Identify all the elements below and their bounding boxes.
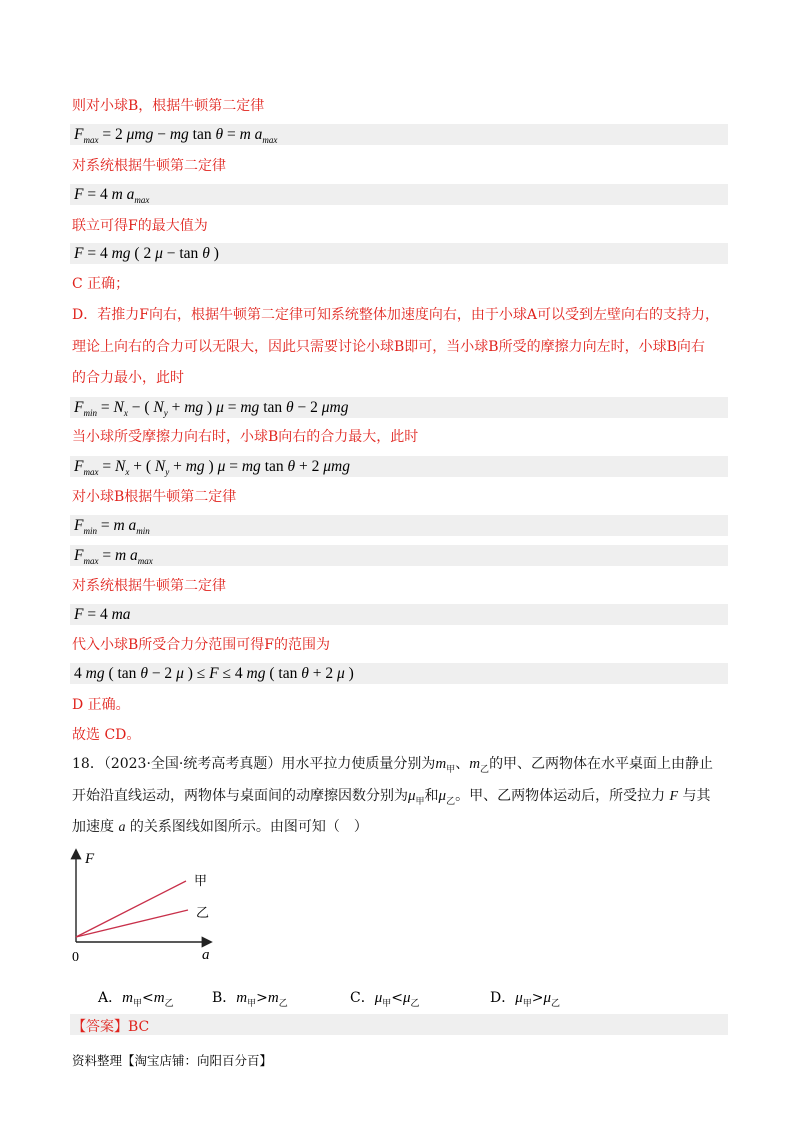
y-axis-label: F <box>85 851 95 867</box>
equation-6: $F_{min} = m$ $a_{min}$ <box>74 517 150 537</box>
footer-source: 资料整理【淘宝店铺：向阳百分百】 <box>72 1053 273 1068</box>
option-c[interactable]: C．$\mu_甲<\mu_乙$ <box>350 990 420 1009</box>
option-b[interactable]: B．$m_甲>m_乙$ <box>212 990 288 1009</box>
question-line: 加速度 a 的关系图线如图所示。由图可知（ ） <box>72 819 368 835</box>
equation-7: $F_{max} = m$ $a_{max}$ <box>74 547 153 567</box>
equation-3: F = 4 mg ( 2 μ − tan θ ) <box>74 245 219 262</box>
equation-2: F = 4 m $a_{max}$ <box>74 186 150 206</box>
line-label-yi: 乙 <box>196 906 210 921</box>
solution-line: 当小球所受摩擦力向右时，小球B向右的合力最大，此时 <box>72 429 419 445</box>
line-label-jia: 甲 <box>194 874 208 889</box>
equation-5: $F_{max} = N_x$ + ( $N_y$ + mg ) μ = mg tan θ + 2 μmg <box>74 458 350 478</box>
solution-line: 理论上向右的合力可以无限大，因此只需要讨论小球B即可，当小球B所受的摩擦力向左时，小球B向右 <box>72 339 705 355</box>
solution-line: 的合力最小，此时 <box>72 370 184 386</box>
solution-line: 故选 CD。 <box>72 727 141 743</box>
answer-text: 【答案】BC <box>72 1019 150 1035</box>
equation-band <box>70 545 728 566</box>
solution-line: 对系统根据牛顿第二定律 <box>72 578 226 594</box>
question-line: 开始沿直线运动，两物体与桌面间的动摩擦因数分别为$\mu_甲$和$\mu_乙$。甲、乙两物体运动后，所受拉力 F 与其 <box>72 788 711 807</box>
equation-9: 4 mg ( tan θ − 2 μ ) ≤ F ≤ 4 mg ( tan θ + 2 μ ) <box>74 665 354 682</box>
equation-band <box>70 515 728 536</box>
solution-line: C 正确； <box>72 276 130 292</box>
origin-label: 0 <box>72 950 79 965</box>
solution-line: D 正确。 <box>72 697 130 713</box>
solution-line: 联立可得F的最大值为 <box>72 218 208 234</box>
equation-band <box>70 604 728 625</box>
equation-band <box>70 184 728 205</box>
option-d[interactable]: D．$\mu_甲>\mu_乙$ <box>490 990 561 1009</box>
equation-8: F = 4 ma <box>74 606 131 623</box>
solution-line: 则对小球B，根据牛顿第二定律 <box>72 98 265 114</box>
graph-line-yi <box>76 910 188 937</box>
x-axis-label: a <box>202 947 210 963</box>
equation-4: $F_{min} = N_x$ − ( $N_y$ + mg ) μ = mg tan θ − 2 μmg <box>74 399 349 419</box>
solution-line: 对系统根据牛顿第二定律 <box>72 158 226 174</box>
solution-line: D．若推力F向右，根据牛顿第二定律可知系统整体加速度向右，由于小球A可以受到左壁向右的支持力， <box>72 307 720 323</box>
answer-band <box>70 1014 728 1035</box>
equation-1: $F_{max} = 2$ μmg − mg tan θ = m $a_{max}$ <box>74 126 278 146</box>
solution-line: 代入小球B所受合力分范围可得F的范围为 <box>72 637 331 653</box>
graph-line-jia <box>76 881 186 937</box>
force-acceleration-graph <box>60 845 230 965</box>
question-line: 18．（2023·全国·统考高考真题）用水平拉力使质量分别为$m_甲$、$m_乙$的甲、乙两物体在水平桌面上由静止 <box>72 756 714 775</box>
option-a[interactable]: A．$m_甲<m_乙$ <box>98 990 174 1009</box>
solution-line: 对小球B根据牛顿第二定律 <box>72 489 237 505</box>
